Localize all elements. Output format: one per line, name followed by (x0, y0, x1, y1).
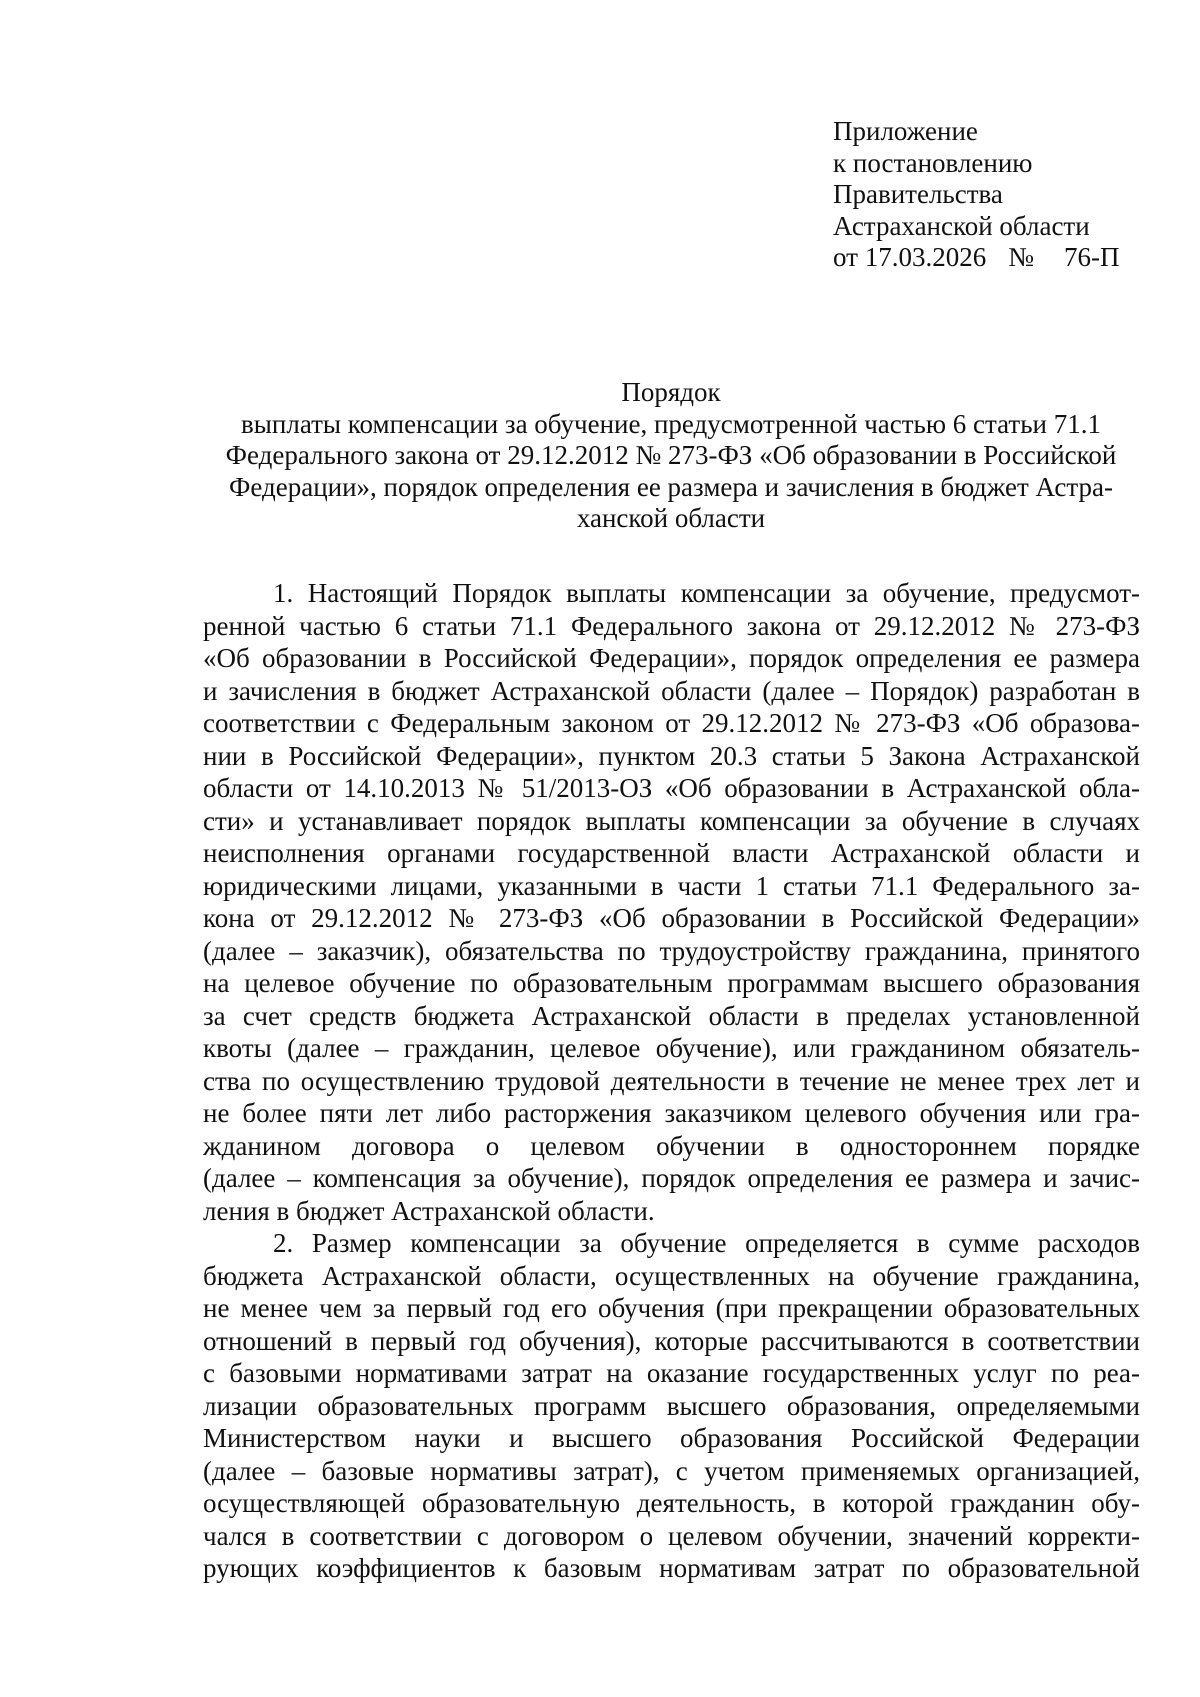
text-line: соответствии с Федеральным законом от 29.12.2012 № 273-ФЗ «Об образова- (203, 708, 1140, 738)
header-line: Правительства (833, 179, 1003, 209)
title-line: Федерации», порядок определения ее размера и зачисления в бюджет Астра- (229, 471, 1113, 502)
text-line: за счет средств бюджета Астраханской области в пределах установленной (203, 1000, 1140, 1031)
document-body (203, 577, 1140, 1585)
text-line: «Об образовании в Российской Федерации», порядок определения ее размера (203, 643, 1140, 673)
title-heading: Порядок (621, 377, 721, 407)
approval-header (833, 116, 1119, 274)
text-line: кона от 29.12.2012 № 273-ФЗ «Об образовании в Российской Федерации» (203, 903, 1140, 933)
text-line: 2. Размер компенсации за обучение определяется в сумме расходов (273, 1228, 1140, 1258)
text-line: ренной частью 6 статьи 71.1 Федерального закона от 29.12.2012 № 273-ФЗ (203, 610, 1140, 641)
text-line: бюджета Астраханской области, осуществленных на обучение гражданина, (203, 1260, 1140, 1291)
text-line: неисполнения органами государственной власти Астраханской области и (203, 838, 1140, 868)
header-line: Приложение (833, 116, 978, 146)
text-line: жданином договора о целевом обучении в одностороннем порядке (203, 1130, 1140, 1161)
text-line: нии в Российской Федерации», пунктом 20.3 статьи 5 Закона Астраханской (203, 740, 1140, 771)
header-number-sign: № (1008, 242, 1034, 272)
paragraph-1 (203, 577, 1140, 1227)
header-line: к постановлению (833, 147, 1033, 178)
text-line: области от 14.10.2013 № 51/2013-ОЗ «Об образовании в Астраханской обла- (203, 773, 1140, 803)
text-line: отношений в первый год обучения), которые рассчитываются в соответствии (203, 1325, 1140, 1356)
paragraph-2 (203, 1227, 1140, 1585)
text-line: юридическими лицами, указанными в части 1 статьи 71.1 Федерального за- (203, 870, 1140, 901)
text-line: рующих коэффициентов к базовым нормативам затрат по образовательной (203, 1553, 1140, 1583)
title-line: ханской области (576, 503, 766, 533)
document-title (204, 377, 1138, 535)
header-line: Астраханской области (833, 210, 1090, 241)
text-line: Министерством науки и высшего образования Российской Федерации (203, 1423, 1140, 1453)
title-line: Федерального закона от 29.12.2012 № 273-ФЗ «Об образовании в Российской (225, 440, 1117, 470)
text-line: (далее – компенсация за обучение), порядок определения ее размера и зачис- (203, 1163, 1140, 1193)
text-line: с базовыми нормативами затрат на оказание государственных услуг по реа- (203, 1358, 1140, 1388)
text-line: не менее чем за первый год его обучения (при прекращении образовательных (203, 1293, 1140, 1323)
text-line: лизации образовательных программ высшего образования, определяемыми (203, 1390, 1140, 1421)
text-line: и зачисления в бюджет Астраханской области (далее – Порядок) разработан в (203, 675, 1140, 706)
header-date-number-line (833, 242, 1119, 274)
text-line: ления в бюджет Астраханской области. (203, 1195, 655, 1226)
header-number: 76-П (1063, 242, 1120, 272)
title-line: выплаты компенсации за обучение, предусмотренной частью 6 статьи 71.1 (241, 408, 1101, 439)
text-line: 1. Настоящий Порядок выплаты компенсации за обучение, предусмот- (273, 578, 1140, 608)
text-line: осуществляющей образовательную деятельность, в которой гражданин обу- (203, 1488, 1140, 1518)
text-line: не более пяти лет либо расторжения заказчиком целевого обучения или гра- (203, 1098, 1140, 1128)
text-line: сти» и устанавливает порядок выплаты компенсации за обучение в случаях (203, 805, 1140, 836)
header-date: от 17.03.2026 (833, 242, 987, 272)
text-line: (далее – базовые нормативы затрат), с учетом применяемых организацией, (203, 1455, 1140, 1486)
text-line: на целевое обучение по образовательным программам высшего образования (203, 968, 1140, 998)
text-line: чался в соответствии с договором о целевом обучении, значений корректи- (203, 1520, 1140, 1551)
text-line: (далее – заказчик), обязательства по трудоустройству гражданина, принятого (203, 935, 1140, 966)
text-line: ства по осуществлению трудовой деятельности в течение не менее трех лет и (203, 1065, 1140, 1096)
text-line: квоты (далее – гражданин, целевое обучение), или гражданином обязатель- (203, 1033, 1140, 1063)
